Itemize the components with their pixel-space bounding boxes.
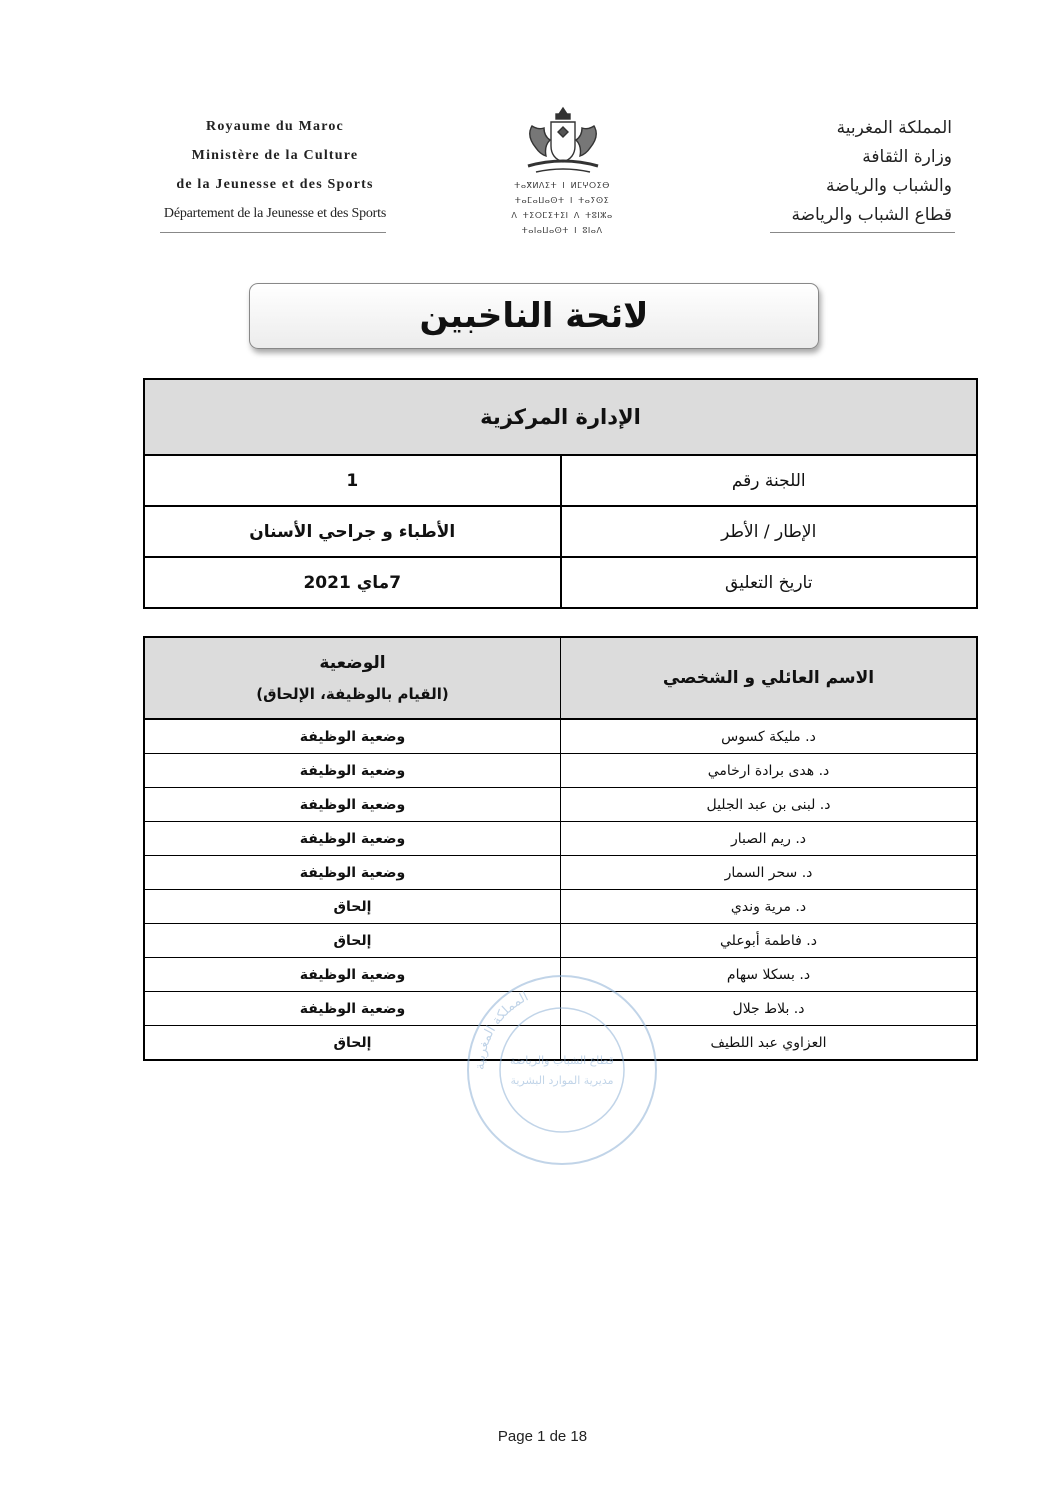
header-tif-line: ⴷ ⵜⵉⵔⵎⵉⵜⵉⵏ ⴷ ⵜⵓⵏⵣⴰ <box>511 211 613 220</box>
col-status-line1: الوضعية <box>319 653 386 673</box>
table-row <box>144 856 977 890</box>
voter-status: وضعية الوظيفة <box>144 754 561 788</box>
voter-name: د. بسكلا سهام <box>561 958 978 992</box>
info-row <box>144 557 977 608</box>
header-rule-right <box>770 232 955 233</box>
voter-status: إلحاق <box>144 890 561 924</box>
title-box <box>249 283 819 349</box>
info-label: الإطار / الأطر <box>561 506 978 557</box>
header-rule-left <box>160 232 386 233</box>
voter-status: وضعية الوظيفة <box>144 822 561 856</box>
header-fr-line: Département de la Jeunesse et des Sports <box>163 206 387 221</box>
royal-crest-icon <box>518 104 608 182</box>
table-row <box>144 754 977 788</box>
voter-name: د. هدى برادة ارخامي <box>561 754 978 788</box>
table-row <box>144 719 977 754</box>
header-fr-line: de la Jeunesse et des Sports <box>176 177 374 192</box>
info-label: اللجنة رقم <box>561 455 978 506</box>
page-number: Page 1 de 18 <box>497 1428 588 1445</box>
table-row <box>144 924 977 958</box>
voter-name: د. مليكة كسوس <box>561 719 978 754</box>
page-title: لائحة الناخبين <box>419 296 649 336</box>
header-tif-line: ⵜⴰⵎⴰⵡⴰⵙⵜ ⵏ ⵜⴰⵢⵙⵉ <box>514 196 610 205</box>
voter-status: وضعية الوظيفة <box>144 719 561 754</box>
voter-name: د. ريم الصبار <box>561 822 978 856</box>
info-heading: الإدارة المركزية <box>144 379 977 455</box>
voter-status: وضعية الوظيفة <box>144 992 561 1026</box>
header-ar-line: وزارة الثقافة <box>862 147 952 167</box>
voter-status: وضعية الوظيفة <box>144 958 561 992</box>
header-tifinagh <box>472 178 652 238</box>
voter-status: إلحاق <box>144 1026 561 1061</box>
header-ar-line: المملكة المغربية <box>836 118 952 138</box>
info-row <box>144 455 977 506</box>
voters-header-row <box>144 637 977 719</box>
voter-name: د. بلاط جلال <box>561 992 978 1026</box>
voter-status: وضعية الوظيفة <box>144 788 561 822</box>
col-name-header: الاسم العائلي و الشخصي <box>561 637 978 719</box>
voter-status: وضعية الوظيفة <box>144 856 561 890</box>
voter-name: د. مرية وندي <box>561 890 978 924</box>
info-heading-row <box>144 379 977 455</box>
table-row <box>144 890 977 924</box>
voter-status: إلحاق <box>144 924 561 958</box>
stamp-center-text: قطاع الشباب والرياضة <box>510 1054 614 1067</box>
header-arabic <box>752 114 952 230</box>
header-ar-line: قطاع الشباب والرياضة <box>791 205 952 225</box>
col-status-header <box>144 637 561 719</box>
official-stamp-icon <box>462 970 662 1170</box>
voter-name: د. فاطمة أبوعلي <box>561 924 978 958</box>
header-french <box>150 112 400 228</box>
voter-name: د. لبنى بن عبد الجليل <box>561 788 978 822</box>
header-tif-line: ⵜⴰⴳⵍⴷⵉⵜ ⵏ ⵍⵎⵖⵔⵉⴱ <box>514 181 610 190</box>
table-row <box>144 822 977 856</box>
info-value: 7ماي 2021 <box>144 557 561 608</box>
voter-name: العزاوي عبد اللطيف <box>561 1026 978 1061</box>
info-table <box>143 378 978 609</box>
stamp-center-text: مديرية الموارد البشرية <box>510 1074 614 1087</box>
col-status-line2: (القيام بالوظيفة، الإلحاق) <box>256 685 449 703</box>
stamp-ring-text: المملكة المغربية <box>472 989 531 1071</box>
header-fr-line: Ministère de la Culture <box>191 148 359 163</box>
header-fr-line: Royaume du Maroc <box>206 119 344 134</box>
info-value: الأطباء و جراحي الأسنان <box>144 506 561 557</box>
header-ar-line: والشباب والرياضة <box>826 176 952 196</box>
info-row <box>144 506 977 557</box>
voter-name: د. سحر السمار <box>561 856 978 890</box>
info-label: تاريخ التعليق <box>561 557 978 608</box>
info-value: 1 <box>144 455 561 506</box>
table-row <box>144 788 977 822</box>
header-tif-line: ⵜⴰⵏⴰⵡⴰⵙⵜ ⵏ ⵓⵏⴰⴷ <box>521 226 603 235</box>
